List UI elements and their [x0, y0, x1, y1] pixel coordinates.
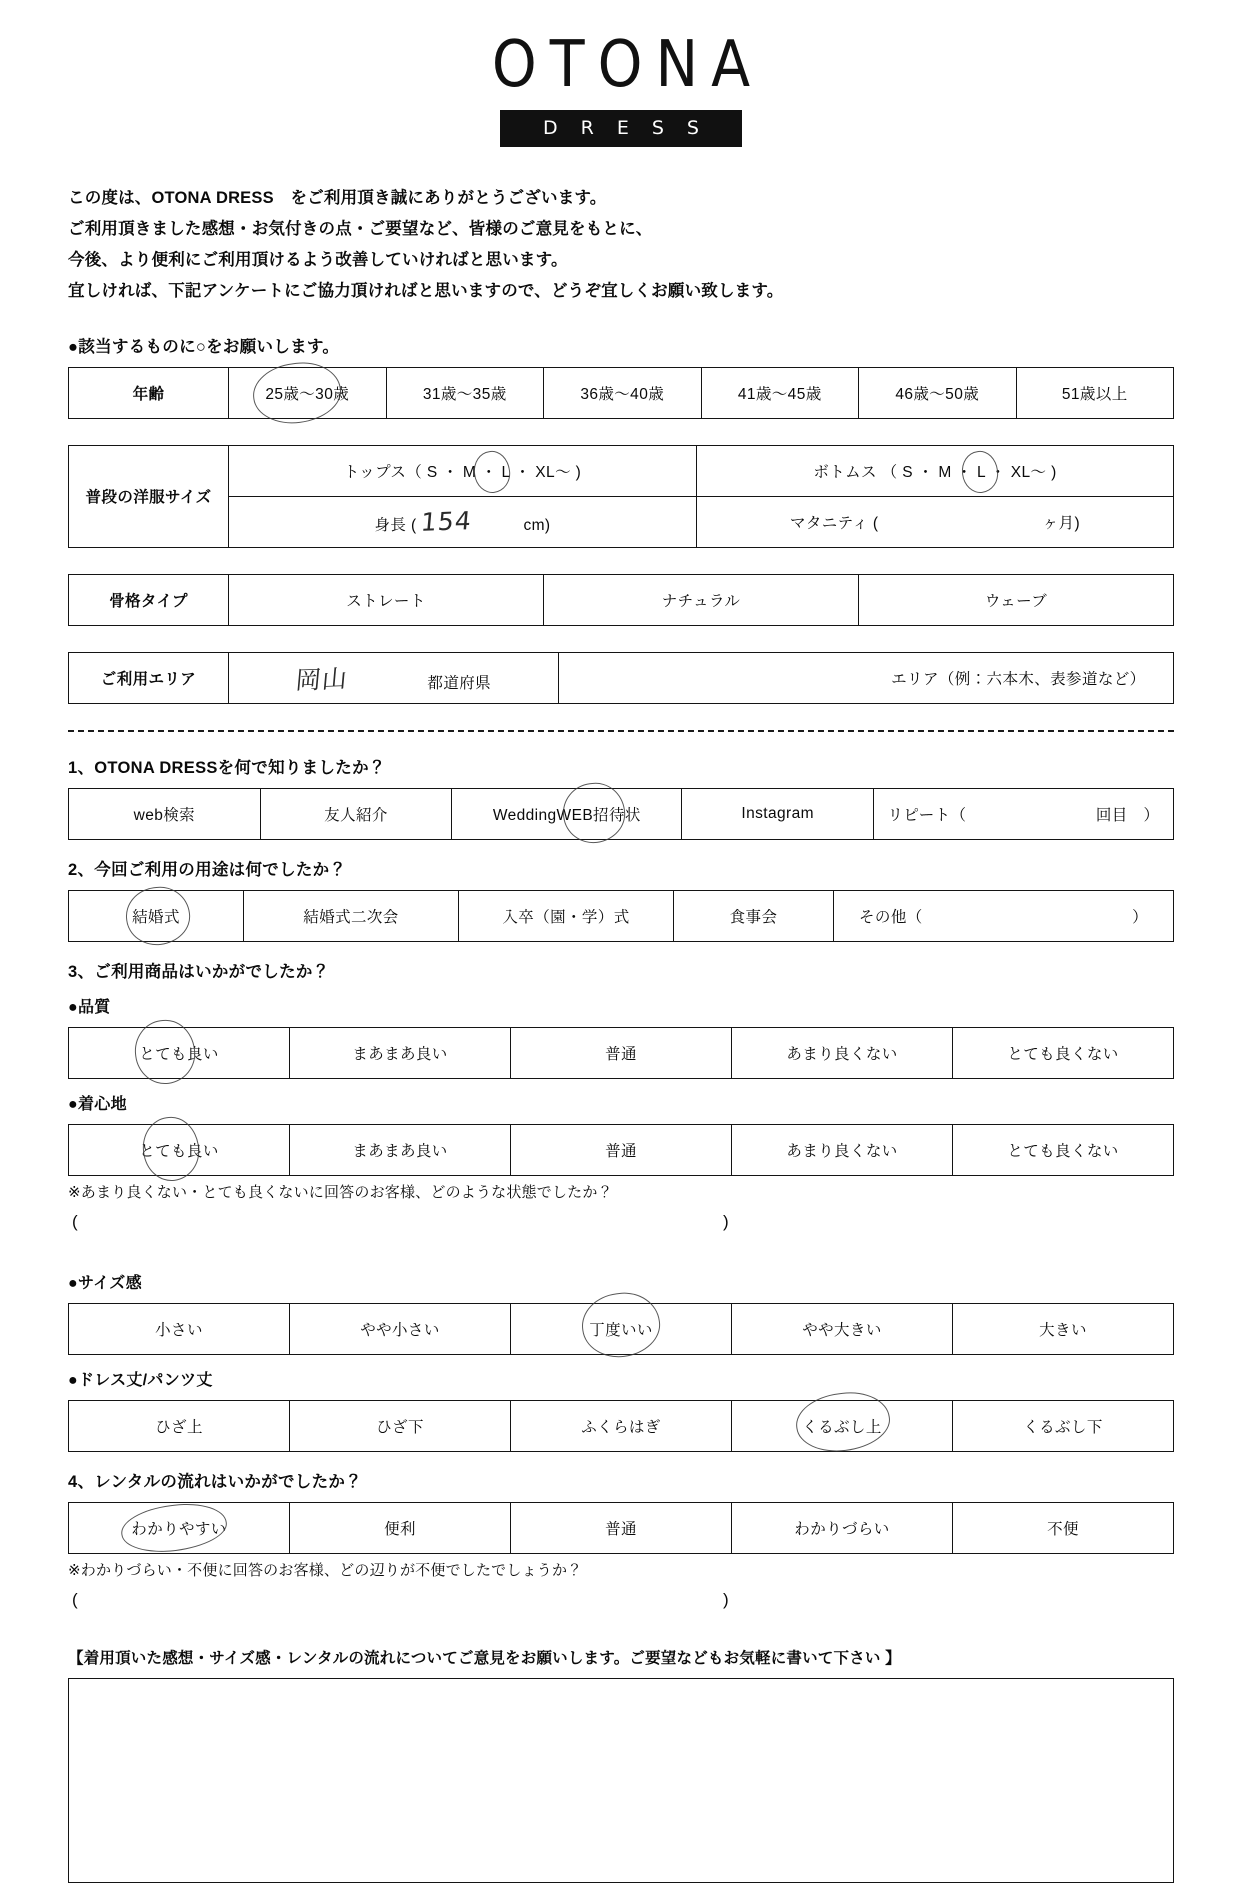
table-row — [69, 445, 1174, 496]
tops-size-label: トップス（ S ・ M ・ L ・ XL〜 ) — [343, 463, 582, 481]
intro-line-3: 今後、より便利にご利用頂けるよう改善していければと思います。 — [68, 250, 568, 269]
q1-repeat-count-label: 回目 ） — [1095, 806, 1160, 824]
length-option-4[interactable]: くるぶし下 — [953, 1400, 1174, 1451]
quality-option-2[interactable]: 普通 — [511, 1027, 732, 1078]
maternity-label: マタニティ ( — [789, 514, 879, 532]
q1-option-2[interactable] — [452, 788, 682, 839]
bottoms-size-cell[interactable] — [697, 445, 1174, 496]
length-option-2[interactable]: ふくらはぎ — [511, 1400, 732, 1451]
maternity-unit: ヶ月) — [1042, 514, 1081, 532]
q4-option-4[interactable]: 不便 — [953, 1502, 1174, 1553]
intro-line-4: 宜しければ、下記アンケートにご協力頂ければと思いますので、どうぞ宜しくお願い致します。 — [68, 281, 784, 300]
table-row — [69, 1027, 1174, 1078]
length-table — [68, 1400, 1174, 1452]
table-row — [69, 496, 1174, 547]
size-feel-option-label: 丁度いい — [589, 1321, 653, 1339]
q1-option-0[interactable]: web検索 — [69, 788, 261, 839]
q1-option-label: WeddingWEB招待状 — [492, 806, 641, 824]
area-table — [68, 652, 1174, 704]
quality-option-0[interactable] — [69, 1027, 290, 1078]
age-option-3[interactable]: 41歳〜45歳 — [701, 367, 859, 418]
comfort-followup-answer[interactable] — [68, 1212, 1174, 1234]
length-subhead: ●ドレス丈/パンツ丈 — [68, 1371, 213, 1389]
brand-logo — [68, 0, 1174, 147]
area-hint-label: エリア（例：六本木、表参道など） — [891, 670, 1146, 688]
comfort-option-2[interactable]: 普通 — [511, 1124, 732, 1175]
length-option-label: くるぶし上 — [802, 1418, 882, 1436]
comfort-option-3[interactable]: あまり良くない — [732, 1124, 953, 1175]
paren-close: ) — [723, 1211, 729, 1231]
body-type-table — [68, 574, 1174, 626]
q1-repeat-cell[interactable] — [874, 788, 1174, 839]
q4-followup-answer[interactable] — [68, 1590, 1174, 1612]
area-row-label: ご利用エリア — [69, 652, 229, 703]
size-feel-option-0[interactable]: 小さい — [69, 1303, 290, 1354]
section-divider — [68, 730, 1174, 732]
maternity-cell[interactable] — [697, 496, 1174, 547]
paren-close: ) — [723, 1589, 729, 1609]
q1-option-1[interactable]: 友人紹介 — [260, 788, 452, 839]
comfort-table — [68, 1124, 1174, 1176]
prefecture-cell[interactable] — [229, 652, 559, 703]
prefecture-handwritten-value: 岡山 — [294, 663, 350, 695]
clothing-size-table — [68, 445, 1174, 548]
length-option-0[interactable]: ひざ上 — [69, 1400, 290, 1451]
question-4-title: 4、レンタルの流れはいかがでしたか？ — [68, 1472, 363, 1491]
size-feel-option-1[interactable]: やや小さい — [290, 1303, 511, 1354]
q4-option-3[interactable]: わかりづらい — [732, 1502, 953, 1553]
q4-followup-note: ※わかりづらい・不便に回答のお客様、どの辺りが不便でしたでしょうか？ — [68, 1561, 583, 1579]
q4-option-2[interactable]: 普通 — [511, 1502, 732, 1553]
free-comment-title: 【着用頂いた感想・サイズ感・レンタルの流れについてご意見をお願いします。ご要望などもお気軽に書いて下さい 】 — [68, 1649, 901, 1667]
comfort-option-0[interactable] — [69, 1124, 290, 1175]
q4-option-label: わかりやすい — [131, 1520, 227, 1538]
q2-other-close: ） — [1132, 908, 1148, 926]
q4-option-1[interactable]: 便利 — [290, 1502, 511, 1553]
table-row — [69, 1303, 1174, 1354]
logo-wordmark: OTONA — [491, 27, 764, 102]
body-type-option-0[interactable]: ストレート — [229, 574, 544, 625]
question-3-title: 3、ご利用商品はいかがでしたか？ — [68, 962, 330, 981]
logo-subtitle-bar: DRESS — [500, 110, 742, 147]
age-option-1[interactable]: 31歳〜35歳 — [386, 367, 544, 418]
bottoms-size-label: ボトムス （ S ・ M ・ L ・ XL〜 ) — [813, 463, 1057, 481]
height-label: 身長 ( — [374, 517, 417, 535]
intro-paragraph — [68, 183, 1174, 307]
size-feel-subhead: ●サイズ感 — [68, 1274, 142, 1292]
length-option-3[interactable] — [732, 1400, 953, 1451]
body-type-row-label: 骨格タイプ — [69, 574, 229, 625]
q2-option-label: 結婚式 — [132, 908, 180, 926]
size-feel-table — [68, 1303, 1174, 1355]
comfort-option-1[interactable]: まあまあ良い — [290, 1124, 511, 1175]
tops-size-cell[interactable] — [229, 445, 697, 496]
paren-open: ( — [72, 1211, 78, 1231]
q1-option-3[interactable]: Instagram — [682, 788, 874, 839]
q4-table — [68, 1502, 1174, 1554]
height-cell[interactable] — [229, 496, 697, 547]
table-row — [69, 574, 1174, 625]
quality-option-1[interactable]: まあまあ良い — [290, 1027, 511, 1078]
comfort-subhead: ●着心地 — [68, 1095, 127, 1113]
q2-option-3[interactable]: 食事会 — [674, 890, 834, 941]
prefecture-suffix-label: 都道府県 — [427, 674, 492, 692]
table-row — [69, 652, 1174, 703]
body-type-option-2[interactable]: ウェーブ — [859, 574, 1174, 625]
comfort-followup-note: ※あまり良くない・とても良くないに回答のお客様、どのような状態でしたか？ — [68, 1183, 613, 1201]
q2-table — [68, 890, 1174, 942]
table-row — [69, 788, 1174, 839]
age-option-4[interactable]: 46歳〜50歳 — [859, 367, 1017, 418]
age-option-0[interactable] — [229, 367, 387, 418]
intro-line-1: この度は、OTONA DRESS をご利用頂き誠にありがとうございます。 — [68, 188, 607, 207]
age-option-2[interactable]: 36歳〜40歳 — [544, 367, 702, 418]
size-feel-option-2[interactable] — [511, 1303, 732, 1354]
quality-option-4[interactable]: とても良くない — [953, 1027, 1174, 1078]
table-row — [69, 890, 1174, 941]
area-detail-cell[interactable] — [559, 652, 1174, 703]
height-unit: cm) — [523, 517, 551, 535]
quality-option-3[interactable]: あまり良くない — [732, 1027, 953, 1078]
table-row — [69, 1502, 1174, 1553]
paren-open: ( — [72, 1589, 78, 1609]
q1-table — [68, 788, 1174, 840]
q4-option-0[interactable] — [69, 1502, 290, 1553]
free-comment-box[interactable] — [68, 1678, 1174, 1883]
question-2-title: 2、今回ご利用の用途は何でしたか？ — [68, 860, 347, 879]
quality-table — [68, 1027, 1174, 1079]
q2-option-2[interactable]: 入卒（園・学）式 — [459, 890, 674, 941]
q1-repeat-label: リピート（ — [887, 806, 967, 824]
size-feel-option-3[interactable]: やや大きい — [732, 1303, 953, 1354]
question-1-title: 1、OTONA DRESSを何で知りましたか？ — [68, 758, 386, 777]
table-row — [69, 1124, 1174, 1175]
quality-option-label: とても良い — [139, 1045, 219, 1063]
q2-option-0[interactable] — [69, 890, 244, 941]
q2-other-label: その他（ — [859, 908, 923, 926]
q2-option-1[interactable]: 結婚式二次会 — [244, 890, 459, 941]
instruction-text: ●該当するものに○をお願いします。 — [68, 337, 340, 356]
age-row-label: 年齢 — [69, 367, 229, 418]
length-option-1[interactable]: ひざ下 — [290, 1400, 511, 1451]
age-option-5[interactable]: 51歳以上 — [1016, 367, 1174, 418]
age-table — [68, 367, 1174, 419]
age-option-label: 25歳〜30歳 — [265, 385, 350, 403]
size-feel-option-4[interactable]: 大きい — [953, 1303, 1174, 1354]
comfort-option-4[interactable]: とても良くない — [953, 1124, 1174, 1175]
q2-other-cell[interactable] — [834, 890, 1174, 941]
body-type-option-1[interactable]: ナチュラル — [544, 574, 859, 625]
intro-line-2: ご利用頂きました感想・お気付きの点・ご要望など、皆様のご意見をもとに、 — [68, 219, 653, 238]
comfort-option-label: とても良い — [139, 1142, 219, 1160]
clothing-size-row-label: 普段の洋服サイズ — [69, 445, 229, 547]
table-row — [69, 1400, 1174, 1451]
height-handwritten-value: 154 — [419, 506, 474, 538]
quality-subhead: ●品質 — [68, 998, 111, 1016]
table-row — [69, 367, 1174, 418]
